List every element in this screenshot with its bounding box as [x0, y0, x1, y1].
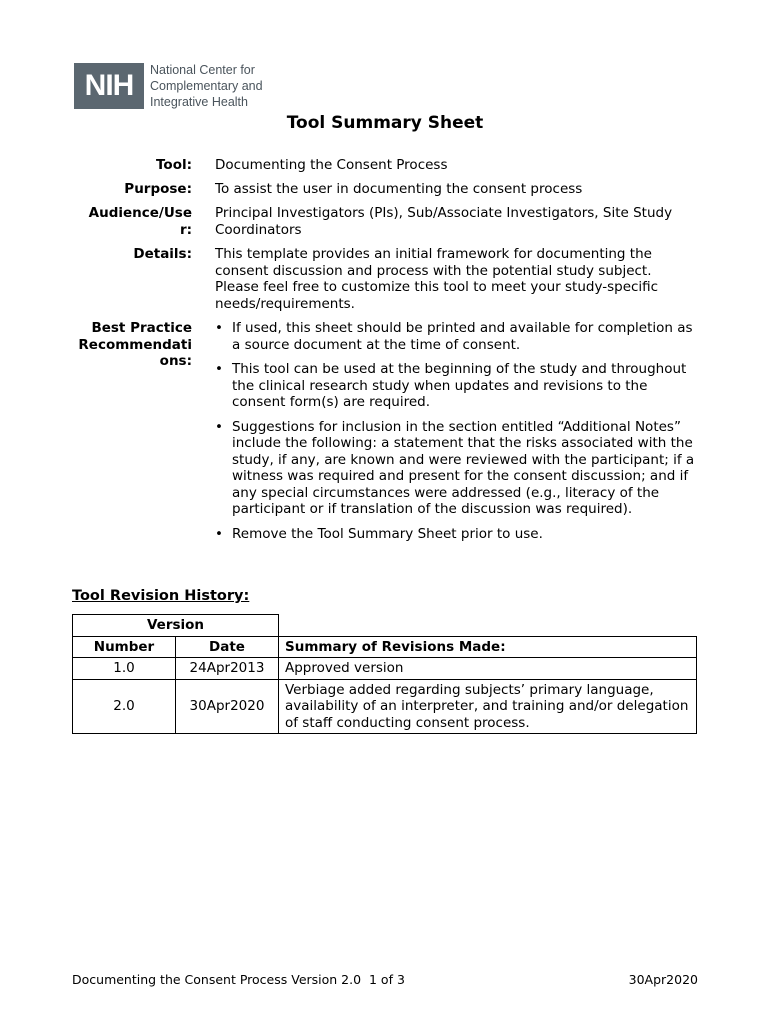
- table-row: [73, 679, 697, 734]
- footer-date: 30Apr2020: [628, 972, 698, 987]
- version-header: Version: [73, 615, 279, 637]
- version-number: 2.0: [73, 679, 176, 734]
- list-item: • This tool can be used at the beginning of the study and throughout the clinical research study when updates and revisions to the consent form(s) are required.: [215, 361, 695, 411]
- details-value: This template provides an initial framework for documenting the consent discussion and process with the potential study subject. Please feel free to customize this tool to meet your study-specific needs/requirements.: [215, 246, 659, 312]
- version-date: 30Apr2020: [176, 679, 279, 734]
- best-practice-label: Best Practice Recommendations:: [78, 320, 192, 369]
- table-row: [73, 658, 697, 680]
- tool-value: Documenting the Consent Process: [215, 157, 448, 173]
- nih-logo: [74, 62, 263, 110]
- version-date: 24Apr2013: [176, 658, 279, 680]
- purpose-label: Purpose:: [124, 181, 192, 197]
- summary-header: Summary of Revisions Made:: [279, 636, 697, 658]
- purpose-value: To assist the user in documenting the consent process: [215, 181, 583, 197]
- page-title: Tool Summary Sheet: [286, 113, 484, 133]
- version-summary: Approved version: [279, 658, 697, 680]
- date-header: Date: [176, 636, 279, 658]
- nih-logo-mark: NIH: [74, 63, 144, 109]
- tool-label: Tool:: [156, 157, 192, 173]
- audience-label: Audience/User:: [88, 205, 192, 238]
- page-footer: [72, 972, 698, 987]
- details-label: Details:: [133, 246, 192, 262]
- best-practice-list: [215, 320, 695, 550]
- logo-line: National Center for: [150, 63, 255, 77]
- logo-line: Complementary and: [150, 79, 263, 93]
- table-header: [73, 636, 697, 658]
- number-header: Number: [73, 636, 176, 658]
- logo-line: Integrative Health: [150, 95, 248, 109]
- revision-history-table: [72, 614, 697, 734]
- list-item: • Suggestions for inclusion in the section entitled “Additional Notes” include the following: a statement that the risks associated with the study, if any, are known and were reviewed with the participant; if a witness was required and present for the consent discussion; and if any special circumstances were addressed (e.g., literacy of the participant or if translation of the discussion was required).: [215, 419, 695, 518]
- version-number: 1.0: [73, 658, 176, 680]
- audience-value: Principal Investigators (PIs), Sub/Associate Investigators, Site Study Coordinators: [215, 205, 673, 238]
- list-item: • If used, this sheet should be printed and available for completion as a source document at the time of consent.: [215, 320, 695, 353]
- version-summary: Verbiage added regarding subjects’ primary language, availability of an interpreter, and training and/or delegation of staff conducting consent process.: [279, 679, 697, 734]
- nih-logo-text: [150, 62, 263, 110]
- table-header-top: [73, 615, 697, 637]
- footer-left: Documenting the Consent Process Version 2.0 1 of 3: [72, 972, 405, 987]
- revision-history-title: Tool Revision History:: [72, 588, 250, 604]
- list-item: • Remove the Tool Summary Sheet prior to use.: [215, 526, 695, 543]
